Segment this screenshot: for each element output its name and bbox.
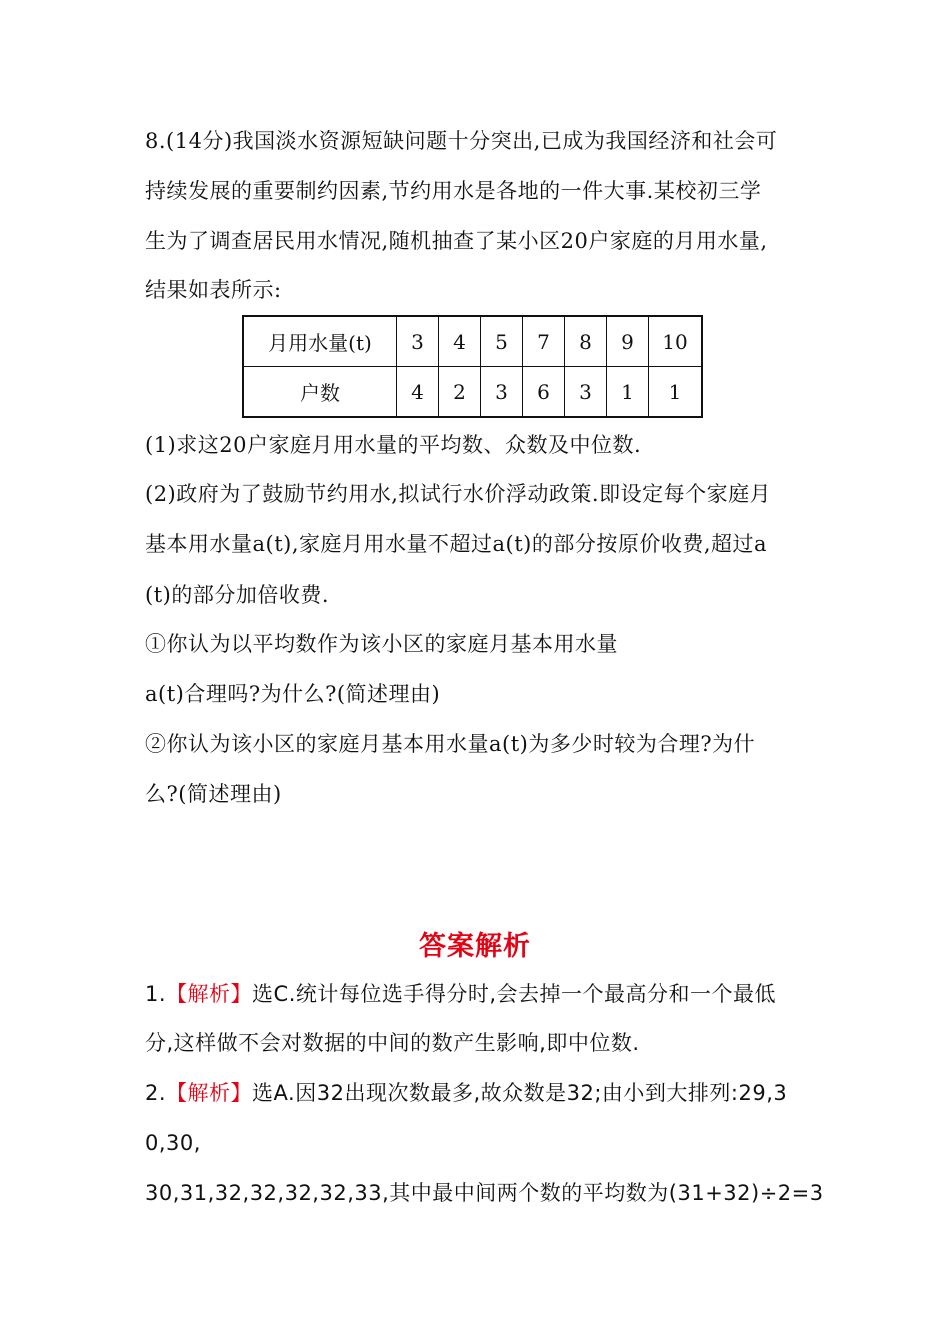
answer-heading: 答案解析 <box>419 931 531 962</box>
question-line-1: 8.(14分)我国淡水资源短缺问题十分突出,已成为我国经济和社会可 <box>145 129 778 153</box>
table-cell: 2 <box>439 367 481 418</box>
part-line-1: (1)求这20户家庭月用水量的平均数、众数及中位数. <box>145 433 642 457</box>
table-cell: 9 <box>607 316 649 367</box>
table-cell: 7 <box>523 316 565 367</box>
answer-2-line-1 <box>145 1078 787 1108</box>
table-cell: 1 <box>607 367 649 418</box>
part-line-2: (2)政府为了鼓励节约用水,拟试行水价浮动政策.即设定每个家庭月 <box>145 482 772 506</box>
water-usage-table <box>242 315 703 418</box>
answer-number: 2. <box>145 1081 167 1105</box>
table-header-households: 户数 <box>243 367 397 418</box>
part-line-3: 基本用水量a(t),家庭月用水量不超过a(t)的部分按原价收费,超过a <box>145 532 768 556</box>
question-line-4: 结果如表所示: <box>145 278 282 302</box>
table-cell: 6 <box>523 367 565 418</box>
question-line-3: 生为了调查居民用水情况,随机抽查了某小区20户家庭的月用水量, <box>145 229 768 253</box>
table-row-households <box>243 367 702 418</box>
answer-text: 选C.统计每位选手得分时,会去掉一个最高分和一个最低 <box>252 982 777 1006</box>
table-cell: 3 <box>397 316 439 367</box>
table-cell: 10 <box>649 316 703 367</box>
part-line-8: 么?(简述理由) <box>145 782 282 806</box>
table-cell: 3 <box>565 367 607 418</box>
answer-number: 1. <box>145 982 167 1006</box>
part-line-6: a(t)合理吗?为什么?(简述理由) <box>145 682 441 706</box>
table-cell: 4 <box>397 367 439 418</box>
answer-2-line-2: 0,30, <box>145 1131 201 1155</box>
analysis-tag: 【解析】 <box>166 982 253 1006</box>
table-cell: 3 <box>481 367 523 418</box>
answer-text: 选A.因32出现次数最多,故众数是32;由小到大排列:29,3 <box>252 1081 788 1105</box>
table-row-usage <box>243 316 702 367</box>
part-line-7: ②你认为该小区的家庭月基本用水量a(t)为多少时较为合理?为什 <box>145 732 756 756</box>
answer-1-line-1 <box>145 979 776 1009</box>
table-cell: 8 <box>565 316 607 367</box>
part-line-4: (t)的部分加倍收费. <box>145 583 329 607</box>
answer-2-line-3: 30,31,32,32,32,32,33,其中最中间两个数的平均数为(31+32)÷2=3 <box>145 1181 824 1205</box>
analysis-tag: 【解析】 <box>166 1081 253 1105</box>
table-header-usage: 月用水量(t) <box>243 316 397 367</box>
question-line-2: 持续发展的重要制约因素,节约用水是各地的一件大事.某校初三学 <box>145 179 762 203</box>
table-cell: 4 <box>439 316 481 367</box>
part-line-5: ①你认为以平均数作为该小区的家庭月基本用水量 <box>145 632 618 656</box>
table-cell: 5 <box>481 316 523 367</box>
answer-1-line-2: 分,这样做不会对数据的中间的数产生影响,即中位数. <box>145 1031 640 1055</box>
table-cell: 1 <box>649 367 703 418</box>
